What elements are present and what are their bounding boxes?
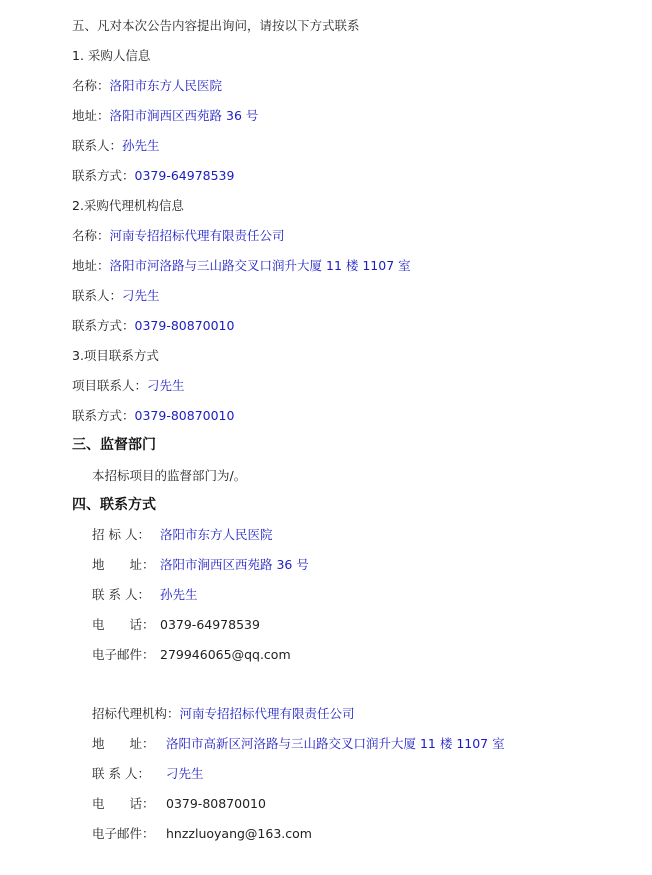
tenderer-contact: 联 系 人： 孙先生 [92,587,198,602]
purchaser-contact: 联系人：孙先生 [72,138,160,153]
agency2-phone: 电 话： 0379-80870010 [92,796,266,811]
project-contact: 项目联系人：刁先生 [72,378,185,393]
section3-text: 本招标项目的监督部门为/。 [92,468,247,483]
purchaser-name: 名称：洛阳市东方人民医院 [72,78,223,93]
agency-phone: 联系方式：0379-80870010 [72,318,235,333]
tenderer-email: 电子邮件： 279946065@qq.com [92,647,291,662]
agency2-address: 地 址： 洛阳市高新区河洛路与三山路交叉口润升大厦 11 楼 1107 室 [92,736,505,751]
agency2-email: 电子邮件： hnzzluoyang@163.com [92,826,312,841]
agency-heading: 2.采购代理机构信息 [72,198,184,213]
project-heading: 3.项目联系方式 [72,348,159,363]
purchaser-phone: 联系方式：0379-64978539 [72,168,235,183]
project-phone: 联系方式：0379-80870010 [72,408,235,423]
purchaser-heading: 1. 采购人信息 [72,48,151,63]
tenderer-phone: 电 话： 0379-64978539 [92,617,260,632]
agency2-name: 招标代理机构：河南专招招标代理有限责任公司 [92,706,355,721]
tenderer-name: 招 标 人： 洛阳市东方人民医院 [92,527,273,542]
agency-contact: 联系人：刁先生 [72,288,160,303]
section4-title: 四、联系方式 [72,497,156,513]
agency-address: 地址：洛阳市河洛路与三山路交叉口润升大厦 11 楼 1107 室 [72,258,411,273]
section3-title: 三、监督部门 [72,437,156,453]
agency2-contact: 联 系 人： 刁先生 [92,766,204,781]
purchaser-address: 地址：洛阳市涧西区西苑路 36 号 [72,108,259,123]
tenderer-address: 地 址： 洛阳市涧西区西苑路 36 号 [92,557,309,572]
section5-title: 五、凡对本次公告内容提出询问，请按以下方式联系 [72,18,360,33]
agency-name: 名称：河南专招招标代理有限责任公司 [72,228,285,243]
